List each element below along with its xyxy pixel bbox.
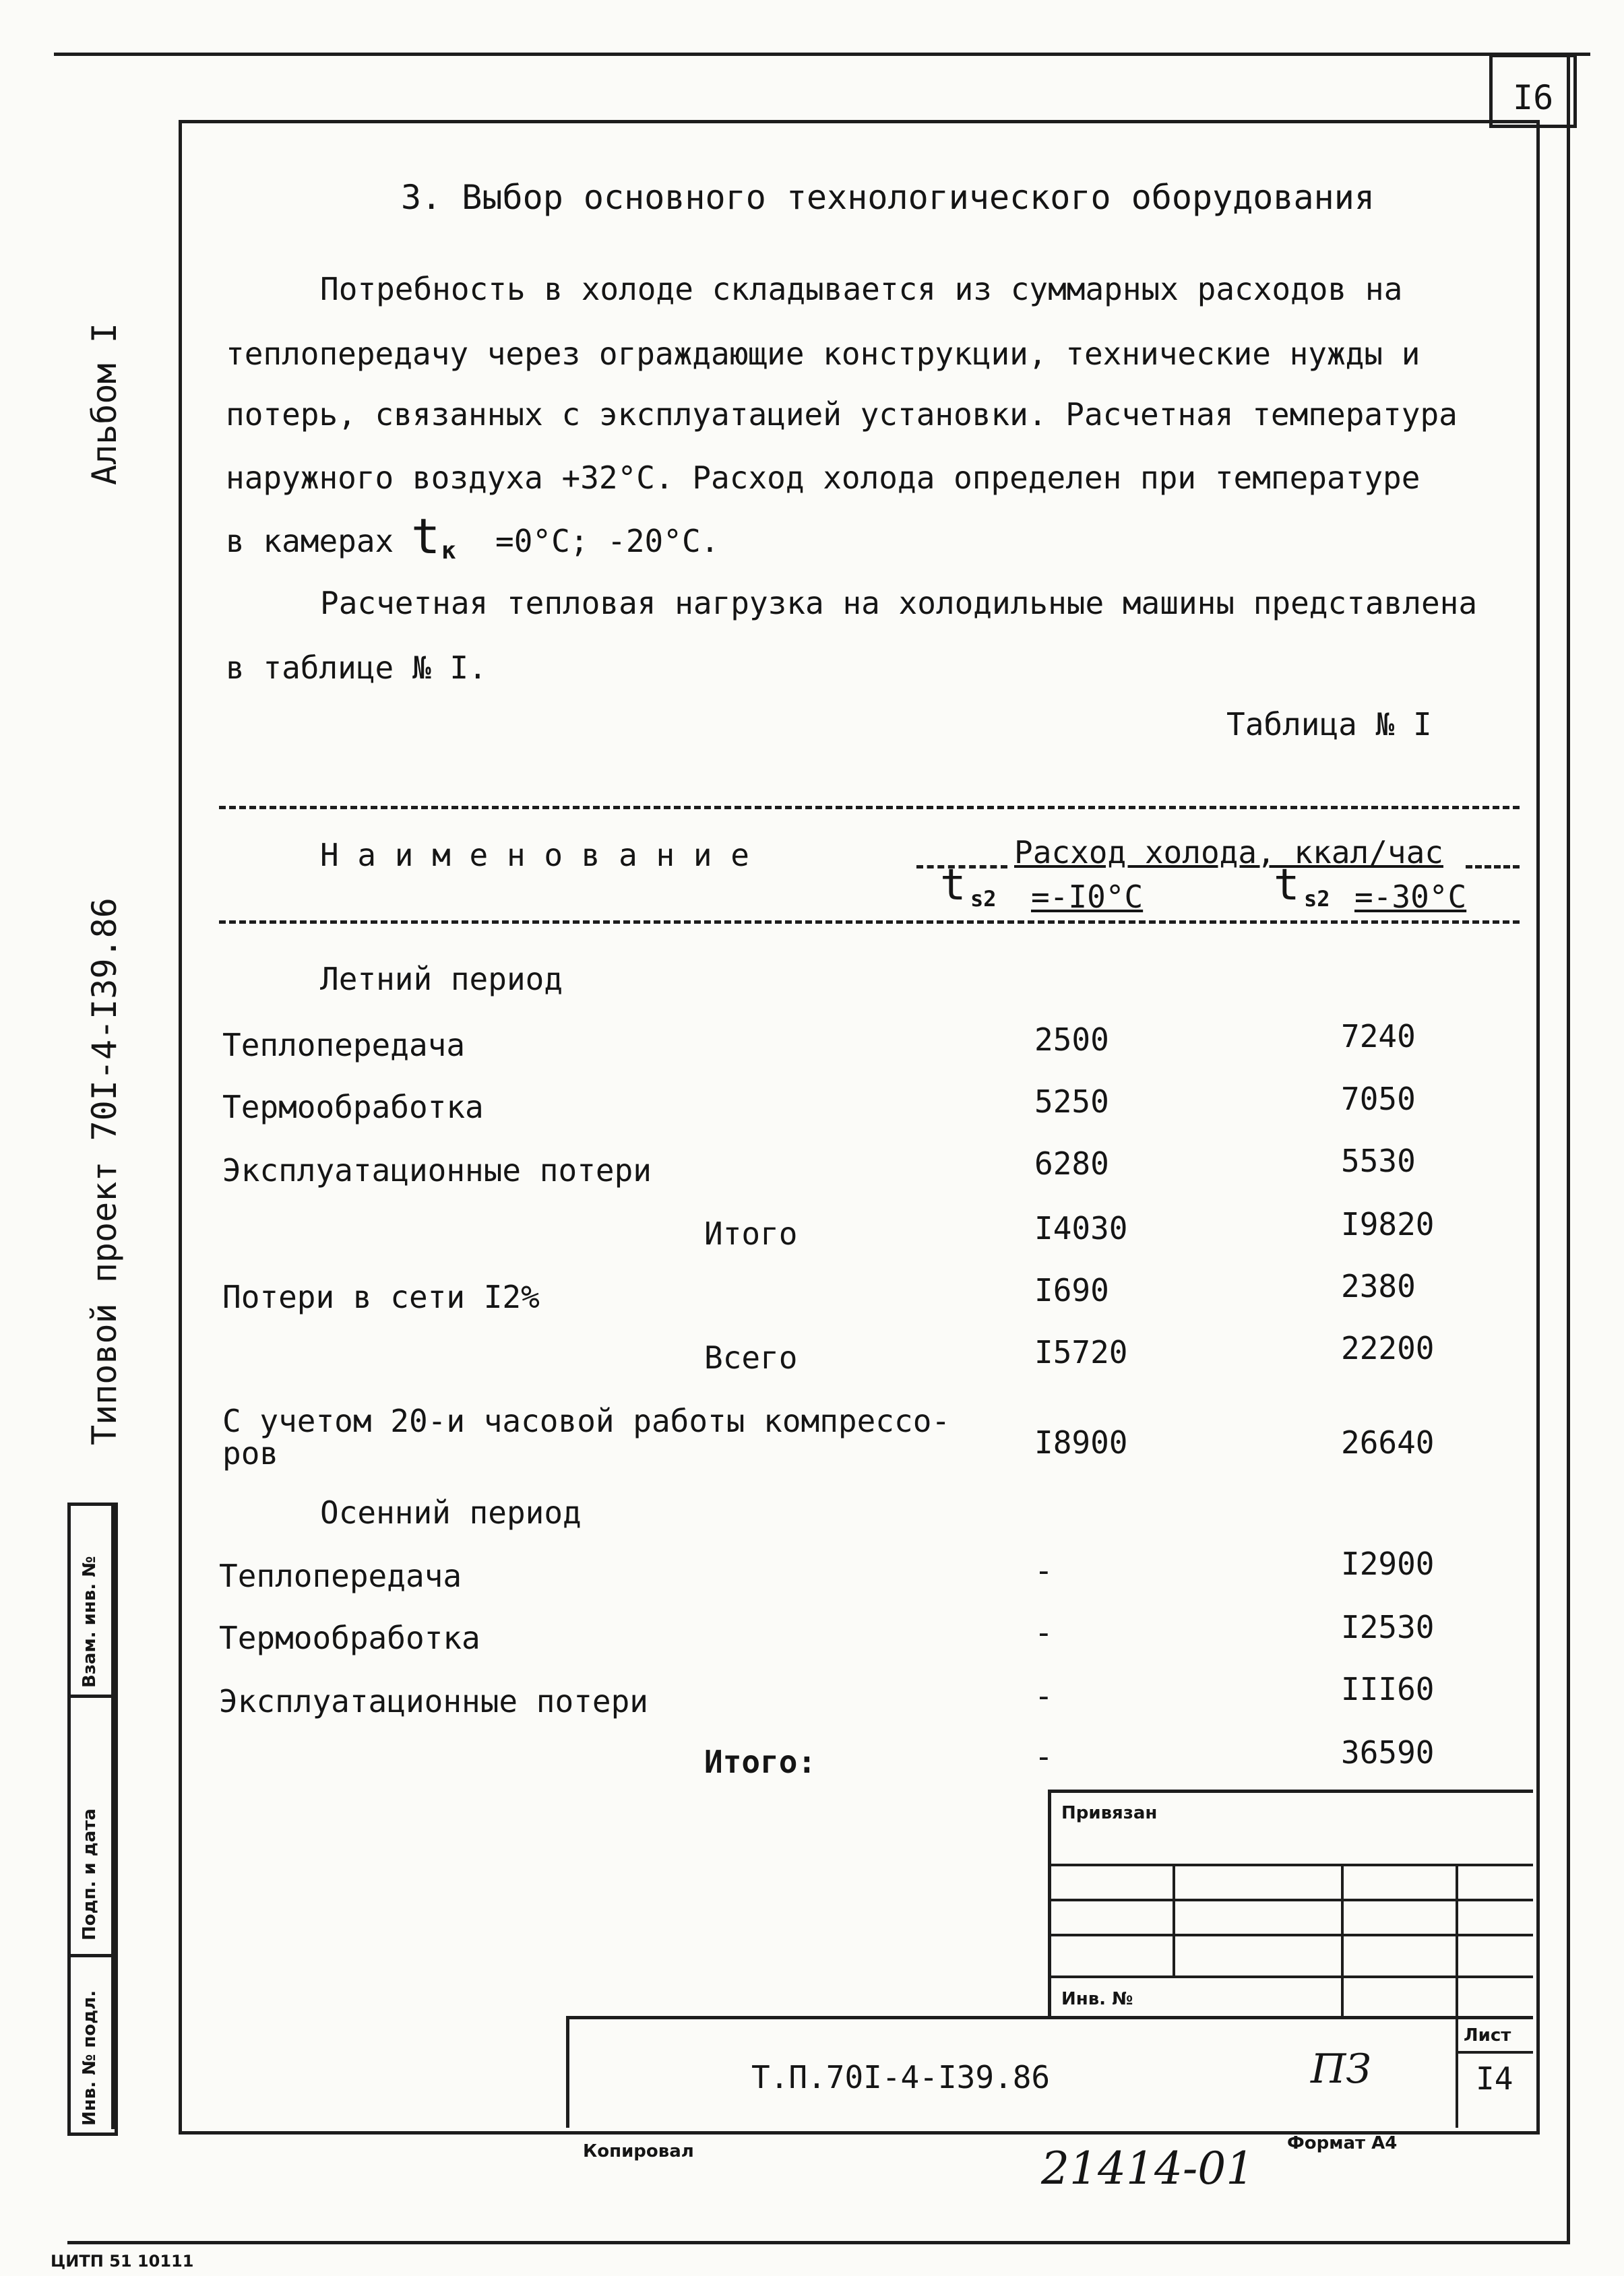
row-name: Эксплуатационные потери	[219, 1683, 648, 1719]
tb-doc-code: Т.П.70I-4-I39.86	[751, 2059, 1051, 2095]
row-c1: I4030	[1034, 1210, 1128, 1246]
side-podp-label: Подп. и дата	[80, 1808, 100, 1940]
table-col-group: Расход холода, ккал/час	[1014, 834, 1443, 871]
paragraph-2-line-2: в таблице № I.	[226, 650, 487, 686]
paragraph-1-line-1: Потребность в холоде складывается из суммарных расходов на	[320, 271, 1403, 307]
frame-right-outer	[1567, 54, 1570, 2244]
row-c2: 7240	[1341, 1018, 1416, 1054]
tb-part: ПЗ	[1311, 2046, 1371, 2093]
row-c1: -	[1034, 1678, 1053, 1714]
row-name: Термообработка	[222, 1089, 484, 1125]
row-c2: 5530	[1341, 1143, 1416, 1179]
col2-temp-value: =-30°С	[1354, 879, 1467, 915]
row-name: Итого:	[704, 1744, 817, 1780]
row-c1: -	[1034, 1738, 1053, 1775]
page-number: I6	[1513, 78, 1554, 117]
tb-main-top	[566, 2016, 1533, 2019]
row-name-continued: ров	[222, 1435, 279, 1472]
row-name: Теплопередача	[222, 1027, 466, 1063]
footer-handwritten-number: 21414-01	[1041, 2143, 1255, 2194]
row-summer-header: Летний период	[320, 961, 563, 997]
row-c2: 7050	[1341, 1081, 1416, 1117]
row-c1: 5250	[1034, 1083, 1109, 1120]
tb-list-number: I4	[1476, 2060, 1513, 2097]
table-caption: Таблица № I	[1226, 706, 1432, 742]
tb-grid-h4	[1048, 1975, 1533, 1978]
section-title: 3. Выбор основного технологического оборудования	[401, 178, 1375, 217]
side-project: Типовой проект 70I-4-I39.86	[85, 897, 124, 1445]
row-name: Термообработка	[219, 1620, 480, 1656]
col1-temp-subscript: s2	[970, 886, 997, 912]
row-c1: -	[1034, 1552, 1053, 1589]
col1-temp-symbol: t	[940, 860, 966, 910]
row-autumn-header: Осенний период	[320, 1494, 582, 1531]
row-name: Потери в сети I2%	[222, 1279, 540, 1315]
tb-list-divider	[1456, 2051, 1533, 2054]
row-c2: 22200	[1341, 1330, 1435, 1366]
table-rule-header-bottom	[219, 920, 1520, 924]
temp-symbol: t	[411, 508, 441, 565]
table-rule-top	[219, 806, 1520, 809]
side-stamp-inner	[111, 1503, 115, 2129]
temp-subscript: к	[441, 537, 456, 565]
row-c2: III60	[1341, 1671, 1435, 1707]
row-name: Итого	[704, 1215, 798, 1252]
tb-grid-h1	[1048, 1864, 1533, 1866]
side-stamp-div2	[67, 1954, 115, 1957]
tb-grid-v1	[1173, 1864, 1175, 1975]
tb-grid-v2	[1341, 1864, 1344, 2016]
row-c1: I5720	[1034, 1334, 1128, 1370]
row-c2: 2380	[1341, 1268, 1416, 1304]
paragraph-1-line-5a: в камерах	[226, 523, 394, 559]
row-c1: I690	[1034, 1272, 1109, 1308]
tb-grid-v3	[1456, 1864, 1458, 2128]
tb-main-left	[566, 2016, 569, 2128]
side-vzam-label: Взам. инв. №	[80, 1556, 100, 1688]
col1-temp-value: =-I0°С	[1031, 879, 1144, 915]
paragraph-1-line-2: теплопередачу через ограждающие конструкции, технические нужды и	[226, 336, 1420, 372]
col2-temp-subscript: s2	[1304, 886, 1330, 912]
row-name: Всего	[704, 1339, 798, 1376]
tb-grid-h2	[1048, 1899, 1533, 1901]
paragraph-1-line-3: потерь, связанных с эксплуатацией установки. Расчетная температура	[226, 396, 1458, 433]
tb-inv-label: Инв. №	[1061, 1989, 1133, 2009]
row-c1: -	[1034, 1614, 1053, 1651]
top-rule	[54, 53, 1590, 56]
table-col-group-dash-right	[1466, 865, 1520, 868]
row-c2: I9820	[1341, 1206, 1435, 1242]
side-stamp-div1	[67, 1695, 115, 1698]
paragraph-2-line-1: Расчетная тепловая нагрузка на холодильные машины представлена	[320, 585, 1478, 621]
row-c2: 36590	[1341, 1734, 1435, 1771]
tb-grid-h3	[1048, 1934, 1533, 1936]
col2-temp-symbol: t	[1274, 860, 1300, 910]
tb-privyazan-label: Привязан	[1061, 1803, 1158, 1823]
row-name: Эксплуатационные потери	[222, 1152, 652, 1189]
side-inv-label: Инв. № подл.	[80, 1990, 100, 2126]
footer-copied: Копировал	[583, 2141, 694, 2161]
tb-privyazan-left	[1048, 1790, 1051, 2019]
row-c2: I2900	[1341, 1546, 1435, 1582]
frame-bottom-outer	[67, 2241, 1570, 2244]
footer-printer: ЦИТП 51 10111	[51, 2252, 194, 2271]
row-c2: 26640	[1341, 1424, 1435, 1461]
table-col-name: Н а и м е н о в а н и е	[320, 837, 749, 873]
paragraph-1-line-5b: =0°С; -20°С.	[495, 523, 720, 559]
side-album: Альбом I	[85, 323, 124, 485]
tb-privyazan-top	[1048, 1790, 1533, 1793]
tb-list-label: Лист	[1464, 2025, 1511, 2046]
row-c1: I8900	[1034, 1424, 1128, 1461]
row-c2: I2530	[1341, 1609, 1435, 1645]
row-name: С учетом 20-и часовой работы компрессо-	[222, 1403, 951, 1439]
row-name: Теплопередача	[219, 1558, 462, 1594]
footer-format: Формат А4	[1287, 2133, 1398, 2153]
row-c1: 6280	[1034, 1145, 1109, 1182]
paragraph-1-line-4: наружного воздуха +32°С. Расход холода определен при температуре	[226, 460, 1420, 496]
row-c1: 2500	[1034, 1021, 1109, 1058]
